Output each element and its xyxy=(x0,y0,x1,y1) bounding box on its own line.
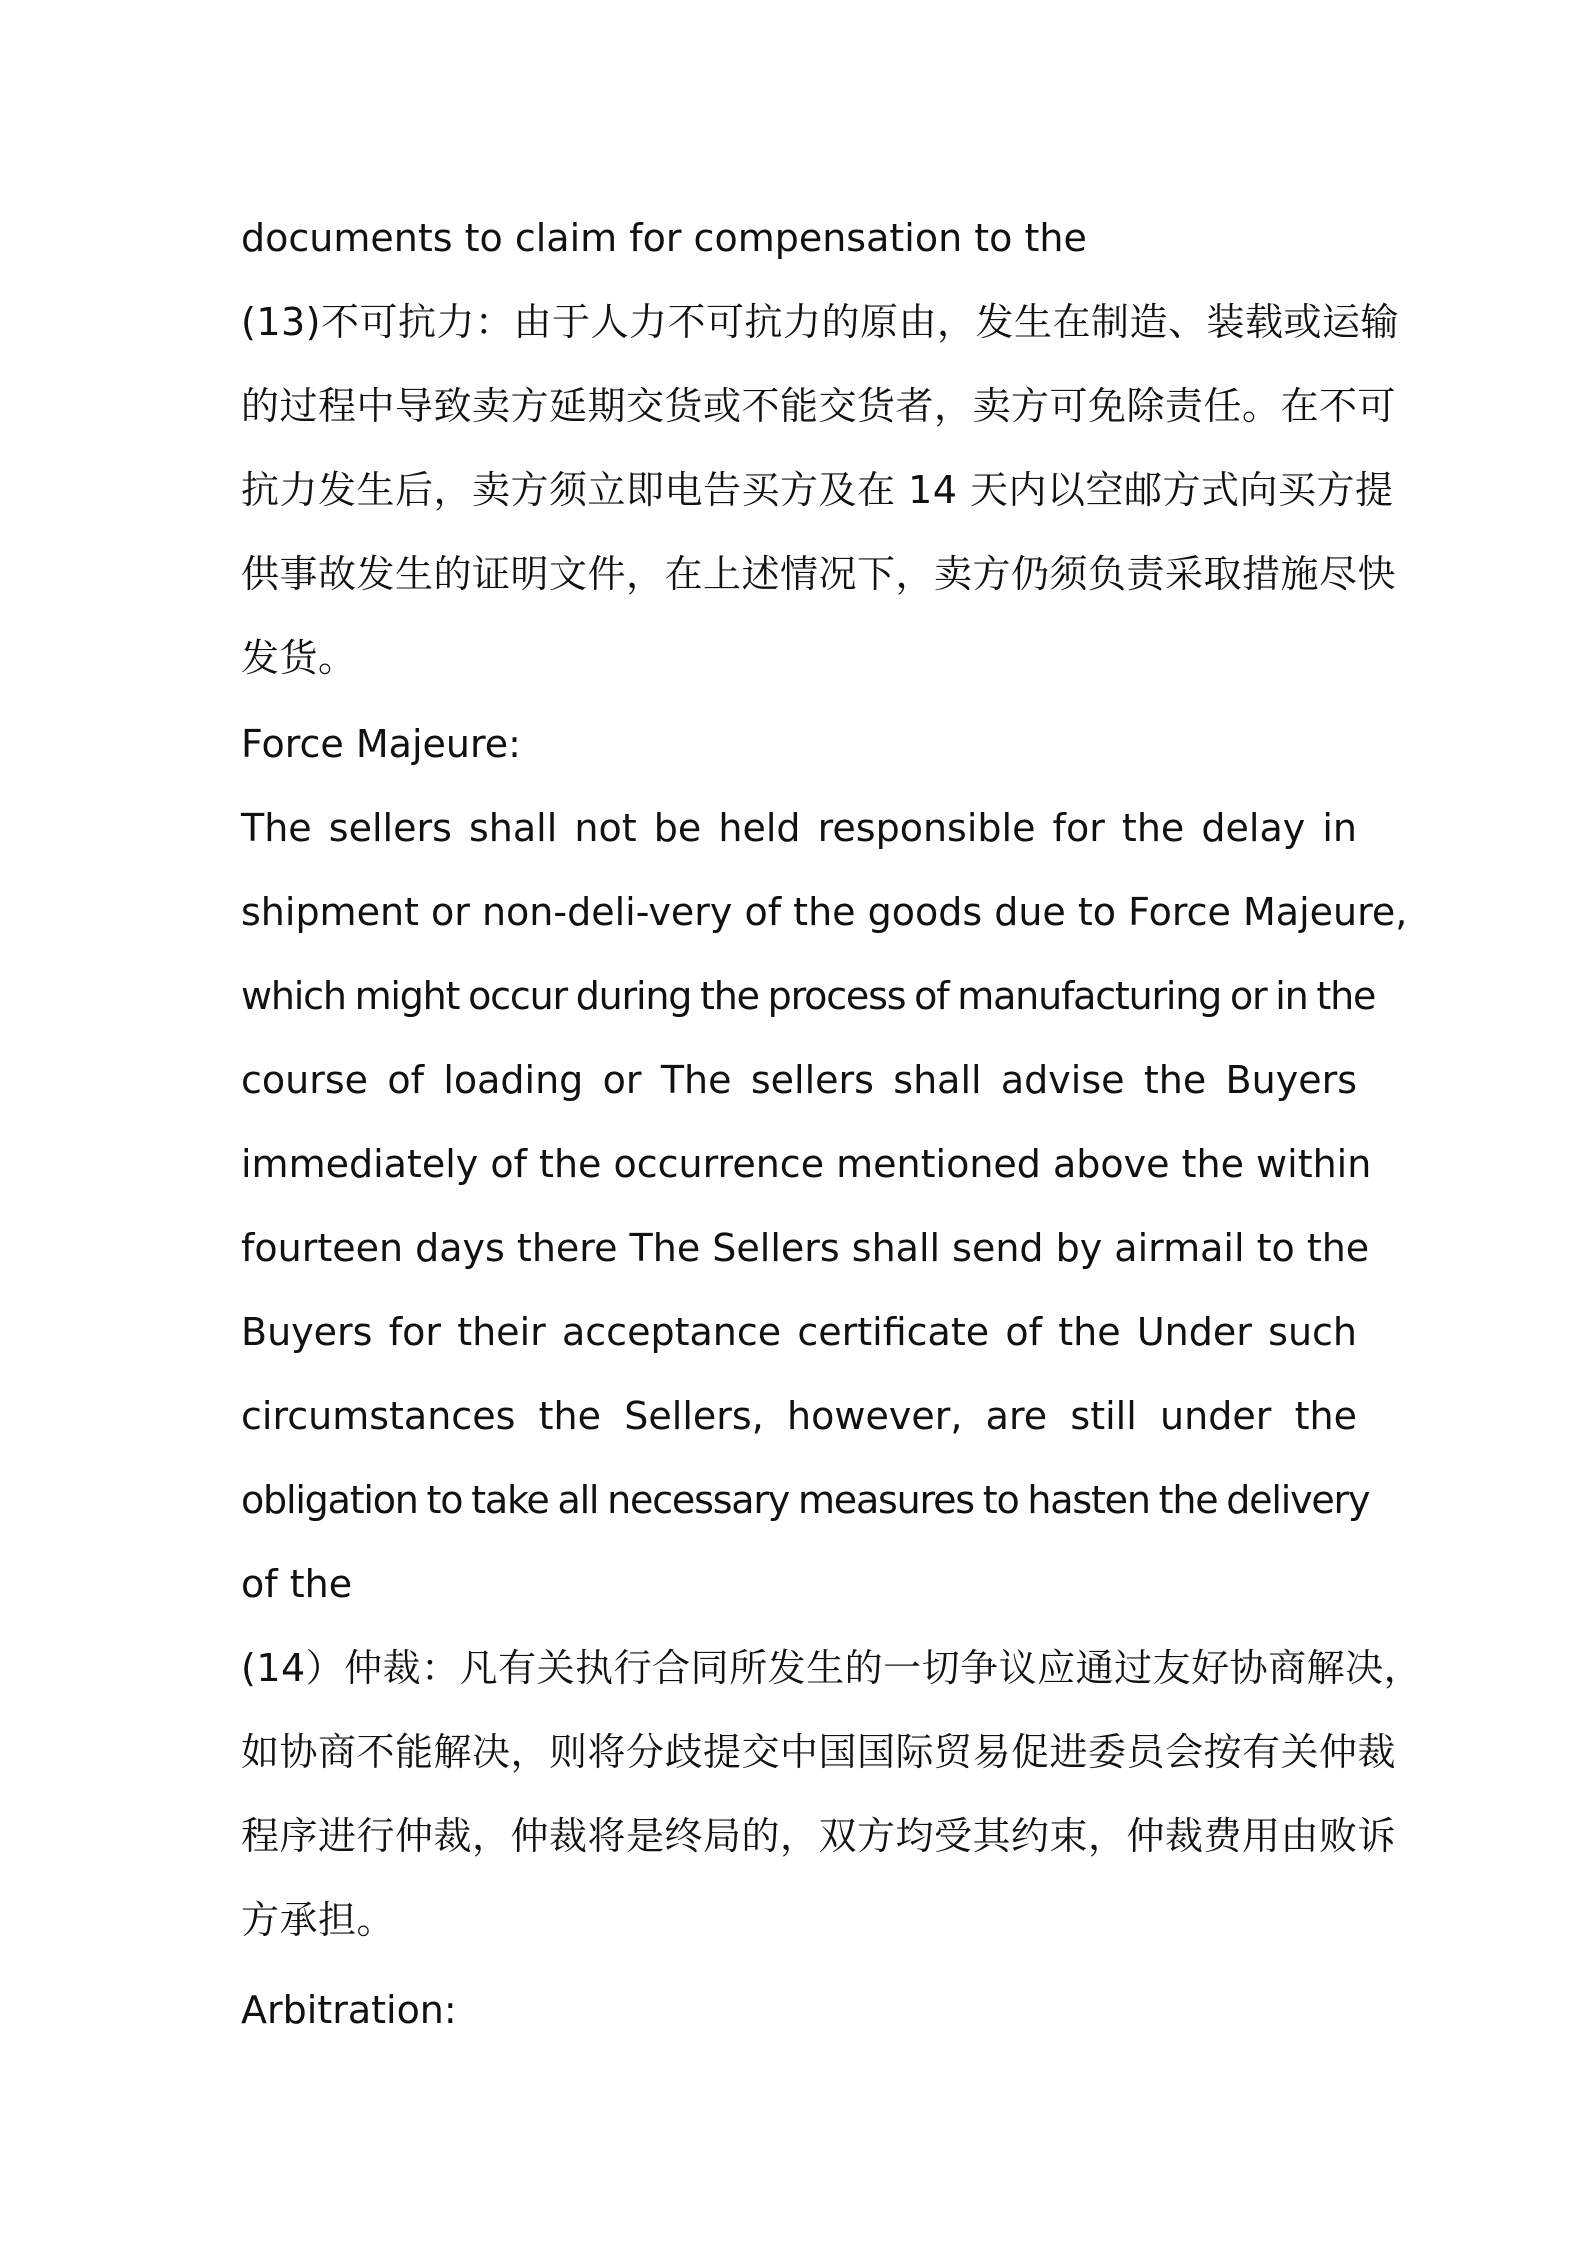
clause-13-en-line: Buyers for their acceptance certificate of the Under such xyxy=(241,1310,1357,1354)
clause-13-cn-line: 供事故发生的证明文件，在上述情况下，卖方仍须负责采取措施尽快 xyxy=(241,552,1397,596)
clause-14-cn-line: 方承担。 xyxy=(241,1898,396,1942)
arbitration-heading: Arbitration: xyxy=(241,1988,457,2032)
clause-13-en-line: fourteen days there The Sellers shall send by airmail to the xyxy=(241,1226,1370,1270)
force-majeure-heading: Force Majeure: xyxy=(241,722,521,766)
clause-13-en-line: circumstances the Sellers, however, are still under the xyxy=(241,1394,1357,1438)
clause-14-cn-line: (14）仲裁：凡有关执行合同所发生的一切争议应通过友好协商解决， xyxy=(241,1646,1423,1690)
clause-13-cn-line: 的过程中导致卖方延期交货或不能交货者，卖方可免除责任。在不可 xyxy=(241,384,1397,428)
clause-13-en-line: immediately of the occurrence mentioned above the within xyxy=(241,1142,1372,1186)
clause-13-cn-line: 发货。 xyxy=(241,636,357,680)
clause-13-en-line: shipment or non-deli-very of the goods due to Force Majeure, xyxy=(241,890,1408,934)
clause-13-cn-line: (13)不可抗力：由于人力不可抗力的原由，发生在制造、装载或运输 xyxy=(241,300,1400,344)
clause-13-en-line: of the xyxy=(241,1562,353,1606)
intro-line: documents to claim for compensation to the xyxy=(241,216,1087,260)
clause-13-en-line: course of loading or The sellers shall advise the Buyers xyxy=(241,1058,1357,1102)
clause-13-cn-line: 抗力发生后，卖方须立即电告买方及在 14 天内以空邮方式向买方提 xyxy=(241,468,1394,512)
clause-14-cn-line: 程序进行仲裁，仲裁将是终局的，双方均受其约束，仲裁费用由败诉 xyxy=(241,1814,1397,1858)
clause-13-en-line: The sellers shall not be held responsible for the delay in xyxy=(241,806,1357,850)
clause-14-cn-line: 如协商不能解决，则将分歧提交中国国际贸易促进委员会按有关仲裁 xyxy=(241,1730,1397,1774)
document-body xyxy=(241,196,1423,2052)
clause-13-en-line: obligation to take all necessary measures to hasten the delivery xyxy=(241,1478,1370,1522)
clause-13-en-line: which might occur during the process of manufacturing or in the xyxy=(241,974,1376,1018)
